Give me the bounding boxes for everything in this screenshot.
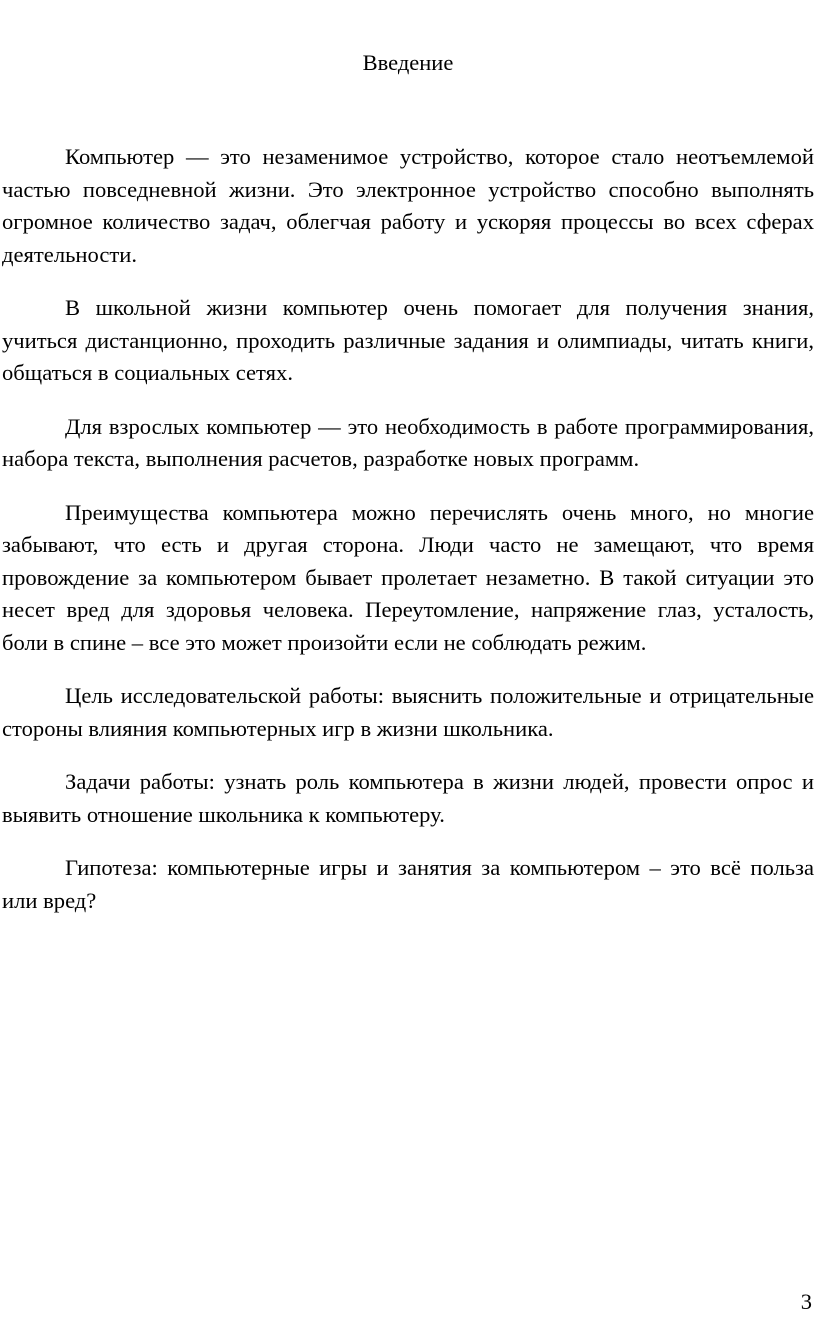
paragraph-research-goal: Цель исследовательской работы: выяснить положительные и отрицательные стороны влияния компьютерных игр в жизни школьника. bbox=[2, 683, 814, 741]
paragraph-school-life: В школьной жизни компьютер очень помогает для получения знания, учиться дистанционно, проходить различные задания и олимпиады, читать книги, общаться в социальных сетях. bbox=[2, 295, 814, 385]
paragraph-tasks: Задачи работы: узнать роль компьютера в жизни людей, провести опрос и выявить отношение школьника к компьютеру. bbox=[2, 769, 814, 827]
paragraph-hypothesis: Гипотеза: компьютерные игры и занятия за компьютером – это всё польза или вред? bbox=[2, 855, 814, 913]
paragraph-advantages-harm: Преимущества компьютера можно перечислять очень много, но многие забывают, что есть и другая сторона. Люди часто не замещают, что время провождение за компьютером бывает пролетает незаметно. В такой ситуации это несет вред для здоровья человека. Переутомление, напряжение глаз, усталость, боли в спине – все это может произойти если не соблюдать режим. bbox=[2, 499, 814, 655]
paragraph-adults: Для взрослых компьютер — это необходимость в работе программирования, набора текста, выполнения расчетов, разработке новых программ. bbox=[2, 413, 814, 471]
paragraph-intro: Компьютер — это незаменимое устройство, которое стало неотъемлемой частью повседневной жизни. Это электронное устройство способно выполнять огромное количество задач, облегчая работу и ускоряя процессы во всех сферах деятельности. bbox=[2, 144, 814, 267]
page-number: 3 bbox=[800, 1289, 812, 1314]
document-body bbox=[2, 141, 814, 938]
page-title: Введение bbox=[362, 50, 454, 75]
